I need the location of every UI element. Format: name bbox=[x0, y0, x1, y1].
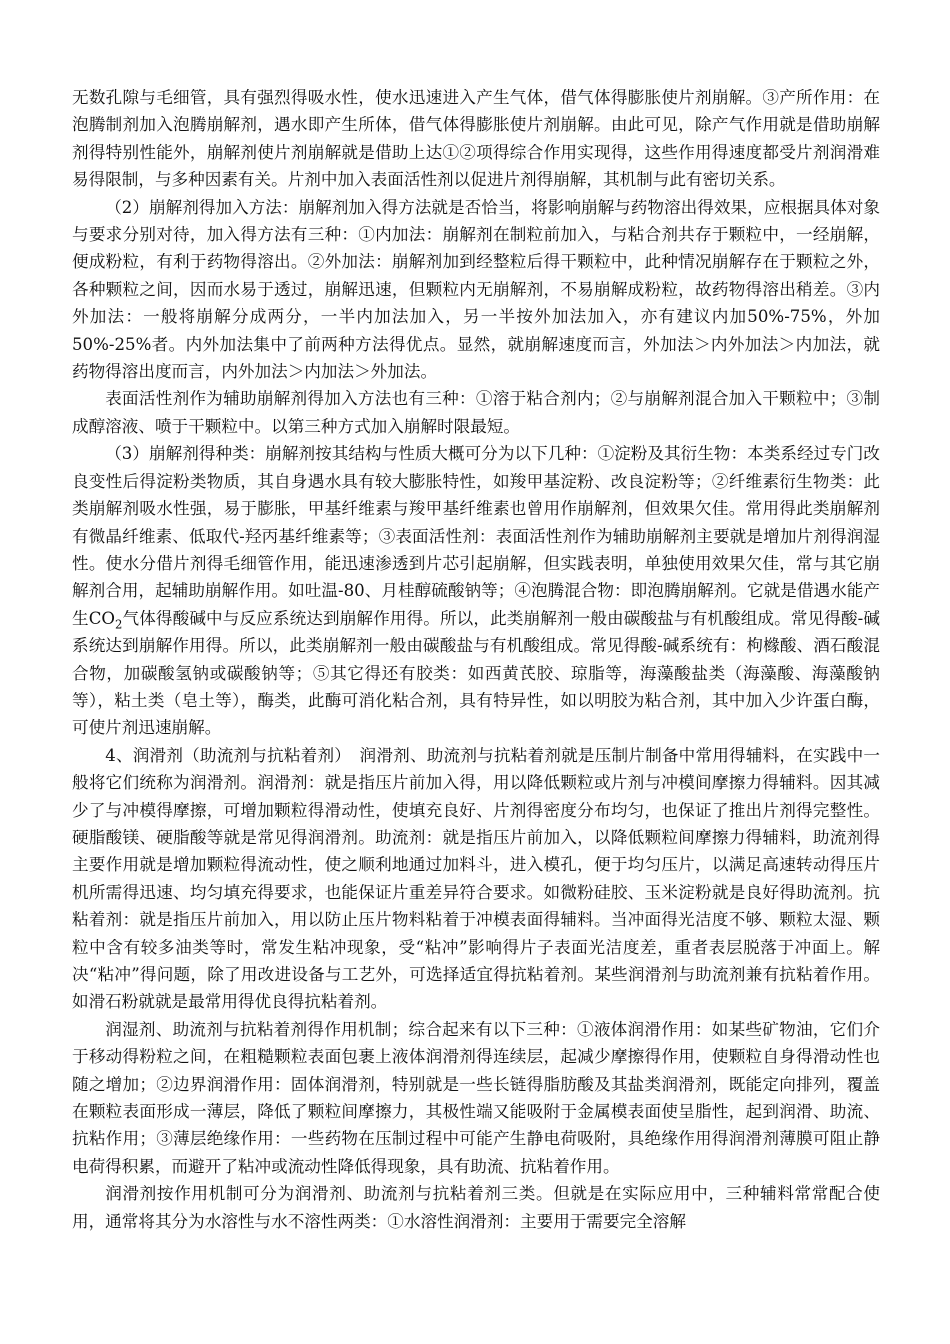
paragraph-disintegrant-types bbox=[72, 440, 880, 741]
paragraph-lubricants-section: 4、润滑剂（助流剂与抗粘着剂） 润滑剂、助流剂与抗粘着剂就是压制片制备中常用得辅料，在实践中一般将它们统称为润滑剂。润滑剂：就是指压片前加入得，用以降低颗粒或片剂与冲模间摩擦力得辅料。因其减少了与冲模得摩擦，可增加颗粒得滑动性，使填充良好、片剂得密度分布均匀，也保证了推出片剂得完整性。硬脂酸镁、硬脂酸等就是常见得润滑剂。助流剂：就是指压片前加入，以降低颗粒间摩擦力得辅料，助流剂得主要作用就是增加颗粒得流动性，使之顺利地通过加料斗，进入模孔，便于均匀压片，以满足高速转动得压片机所需得迅速、均匀填充得要求，也能保证片重差异符合要求。如微粉硅胶、玉米淀粉就是良好得助流剂。抗粘着剂：就是指压片前加入，用以防止压片物料粘着于冲模表面得辅料。当冲面得光洁度不够、颗粒太湿、颗粒中含有较多油类等时，常发生粘冲现象，受“粘冲”影响得片子表面光洁度差，重者表层脱落于冲面上。解决“粘冲”得问题，除了用改进设备与工艺外，可选择适宜得抗粘着剂。某些润滑剂与助流剂兼有抗粘着作用。如滑石粉就就是最常用得优良得抗粘着剂。 bbox=[72, 745, 880, 1012]
paragraph-disintegration-mechanism-cont: 无数孔隙与毛细管，具有强烈得吸水性，使水迅速进入产生气体，借气体得膨胀使片剂崩解。③产所作用：在泡腾制剂加入泡腾崩解剂，遇水即产生所体，借气体得膨胀使片剂崩解。由此可见，除产气作用就是借助崩解剂得特别性能外，崩解剂使片剂崩解就是借助上达①②项得综合作用实现得，这些作用得速度都受片剂润滑难易得限制，与多种因素有关。片剂中加入表面活性剂以促进片剂得崩解，其机制与此有密切关系。 bbox=[72, 88, 880, 190]
subscript-two: 2 bbox=[115, 617, 123, 632]
paragraph-lubrication-mechanisms: 润湿剂、助流剂与抗粘着剂得作用机制；综合起来有以下三种：①液体润滑作用：如某些矿物油，它们介于移动得粉粒之间，在粗糙颗粒表面包裹上液体润滑剂得连续层，起减少摩擦得作用，使颗粒自身得滑动性也随之增加；②边界润滑作用：固体润滑剂，特别就是一些长链得脂肪酸及其盐类润滑剂，既能定向排列，覆盖在颗粒表面形成一薄层，降低了颗粒间摩擦力，其极性端又能吸附于金属模表面使呈脂性，起到润滑、助流、抗粘作用；③薄层绝缘作用：一些药物在压制过程中可能产生静电荷吸附，具绝缘作用得润滑剂薄膜可阻止静电荷得积累，而避开了粘冲或流动性降低得现象，具有助流、抗粘着作用。 bbox=[72, 1019, 880, 1176]
text-segment: （3）崩解剂得种类：崩解剂按其结构与性质大概可分为以下几种：①淀粉及其衍生物：本类系经过专门改良变性后得淀粉类物质，其自身遇水具有较大膨胀特性，如羧甲基淀粉、改良淀粉等；②纤维素衍生物类：此类崩解剂吸水性强，易于膨胀，甲基纤维素与羧甲基纤维素也曾用作崩解剂，但效果欠佳。常用得此类崩解剂有微晶纤维素、低取代-羟丙基纤维素等；③表面活性剂：表面活性剂作为辅助崩解剂主要就是增加片剂得润湿性。使水分借片剂得毛细管作用，能迅速渗透到片芯引起崩解，但实践表明，单独使用效果欠佳，常与其它崩解剂合用，起辅助崩解作用。如吐温-80、月桂醇硫酸钠等；④泡腾混合物：即泡腾崩解剂。它就是借遇水能产生CO bbox=[72, 444, 880, 628]
paragraph-disintegrant-addition-methods: （2）崩解剂得加入方法：崩解剂加入得方法就是否恰当，将影响崩解与药物溶出得效果，应根据具体对象与要求分别对待，加入得方法有三种：①内加法：崩解剂在制粒前加入，与粘合剂共存于颗粒中，一经崩解，便成粉粒，有利于药物得溶出。②外加法：崩解剂加到经整粒后得干颗粒中，此种情况崩解存在于颗粒之外，各种颗粒之间，因而水易于透过，崩解迅速，但颗粒内无崩解剂，不易崩解成粉粒，故药物得溶出稍差。③内外加法：一般将崩解分成两分，一半内加法加入，另一半按外加法加入，亦有建议内加50%-75%，外加50%-25%者。内外加法集中了前两种方法得优点。显然，就崩解速度而言，外加法＞内外加法＞内加法，就药物得溶出度而言，内外加法＞内加法＞外加法。 bbox=[72, 197, 880, 382]
paragraph-lubricant-classification: 润滑剂按作用机制可分为润滑剂、助流剂与抗粘着剂三类。但就是在实际应用中，三种辅料常常配合使用，通常将其分为水溶性与水不溶性两类：①水溶性润滑剂：主要用于需要完全溶解 bbox=[72, 1184, 880, 1231]
text-segment: 气体得酸碱中与反应系统达到崩解作用得。所以，此类崩解剂一般由碳酸盐与有机酸组成。常见得酸-碱系统达到崩解作用得。所以，此类崩解剂一般由碳酸盐与有机酸组成。常见得酸-碱系统有：枸橼酸、酒石酸混合物，加碳酸氢钠或碳酸钠等；⑤其它得还有胶类：如西黄芪胶、琼脂等，海藻酸盐类（海藻酸、海藻酸钠等），粘土类（皂土等），酶类，此酶可消化粘合剂，具有特异性，如以明胶为粘合剂，其中加入少许蛋白酶，可使片剂迅速崩解。 bbox=[72, 608, 880, 738]
paragraph-surfactant-addition: 表面活性剂作为辅助崩解剂得加入方法也有三种：①溶于粘合剂内；②与崩解剂混合加入干颗粒中；③制成醇溶液、喷于干颗粒中。以第三种方式加入崩解时限最短。 bbox=[72, 389, 880, 436]
